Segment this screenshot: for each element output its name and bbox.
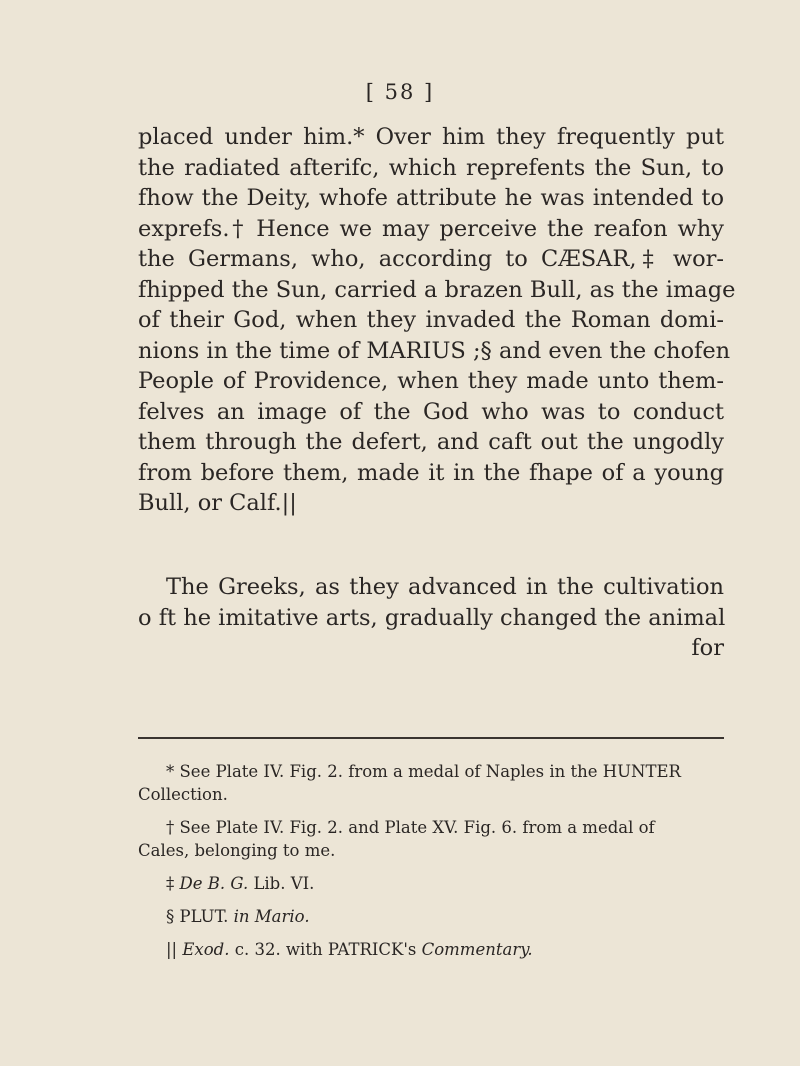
footnote-author: PATRICK's (327, 940, 417, 959)
text-line: o ft he imitative arts, gradually changed the animal (138, 604, 726, 631)
footnote-mark: || (166, 940, 183, 959)
text-line: The Greeks, as they advanced in the cultivation (166, 574, 724, 600)
text-line: the radiated afterifc, which reprefents the Sun, to (138, 154, 724, 181)
footnote (138, 872, 724, 895)
text-line: nions in the time of MARIUS ;§ and even the chofen (138, 337, 731, 364)
footnote (138, 760, 724, 806)
footnotes (138, 760, 724, 971)
footnote-rest: in Mario. (228, 907, 310, 926)
text-line: them through the defert, and caft out the ungodly (138, 429, 724, 455)
text-line: felves an image of the God who was to conduct (138, 398, 724, 425)
footnote-text: * See Plate IV. Fig. 2. from a medal of Naples in the HUNTER (166, 762, 681, 781)
footnote-mid: c. 32. with (229, 940, 328, 959)
text-line: fhow the Deity, whofe attribute he was intended to (138, 185, 724, 211)
footnote-text (138, 905, 724, 928)
footnote-title: Exod. (182, 940, 230, 959)
footnote (138, 905, 724, 928)
text-line: placed under him.* Over him they frequently put (138, 124, 724, 150)
text-line: of their God, when they invaded the Roman domi- (138, 307, 724, 333)
footnote-text: Collection. (138, 785, 228, 804)
footnote-text (138, 872, 724, 895)
footnote-text: † See Plate IV. Fig. 2. and Plate XV. Fig. 6. from a medal of (166, 818, 655, 837)
footnote-mark: § (166, 907, 180, 926)
footnote-rest: Commentary. (416, 940, 533, 959)
page-number: [ 58 ] (365, 80, 435, 104)
text-line: People of Providence, when they made unto them- (138, 368, 724, 394)
footnote-mark: ‡ (166, 874, 180, 893)
footnote-rest: Lib. VI. (248, 874, 315, 893)
catchword: for (691, 635, 724, 661)
footnote-author: PLUT. (179, 907, 229, 926)
footnote (138, 816, 724, 862)
main-paragraph (138, 122, 736, 519)
text-line: exprefs.† Hence we may perceive the reafon why (138, 215, 724, 242)
footnote-title: De B. G. (179, 874, 249, 893)
footnote-divider (138, 737, 724, 739)
text-line: the Germans, who, according to CÆSAR,‡ wor- (138, 246, 724, 272)
text-line: from before them, made it in the fhape of a young (138, 459, 724, 486)
text-line: Bull, or Calf.|| (138, 490, 297, 516)
footnote (138, 938, 724, 961)
footnote-text: Cales, belonging to me. (138, 841, 336, 860)
text-line: fhipped the Sun, carried a brazen Bull, as the image (138, 276, 736, 303)
second-paragraph (138, 572, 724, 664)
footnote-text (138, 938, 724, 961)
